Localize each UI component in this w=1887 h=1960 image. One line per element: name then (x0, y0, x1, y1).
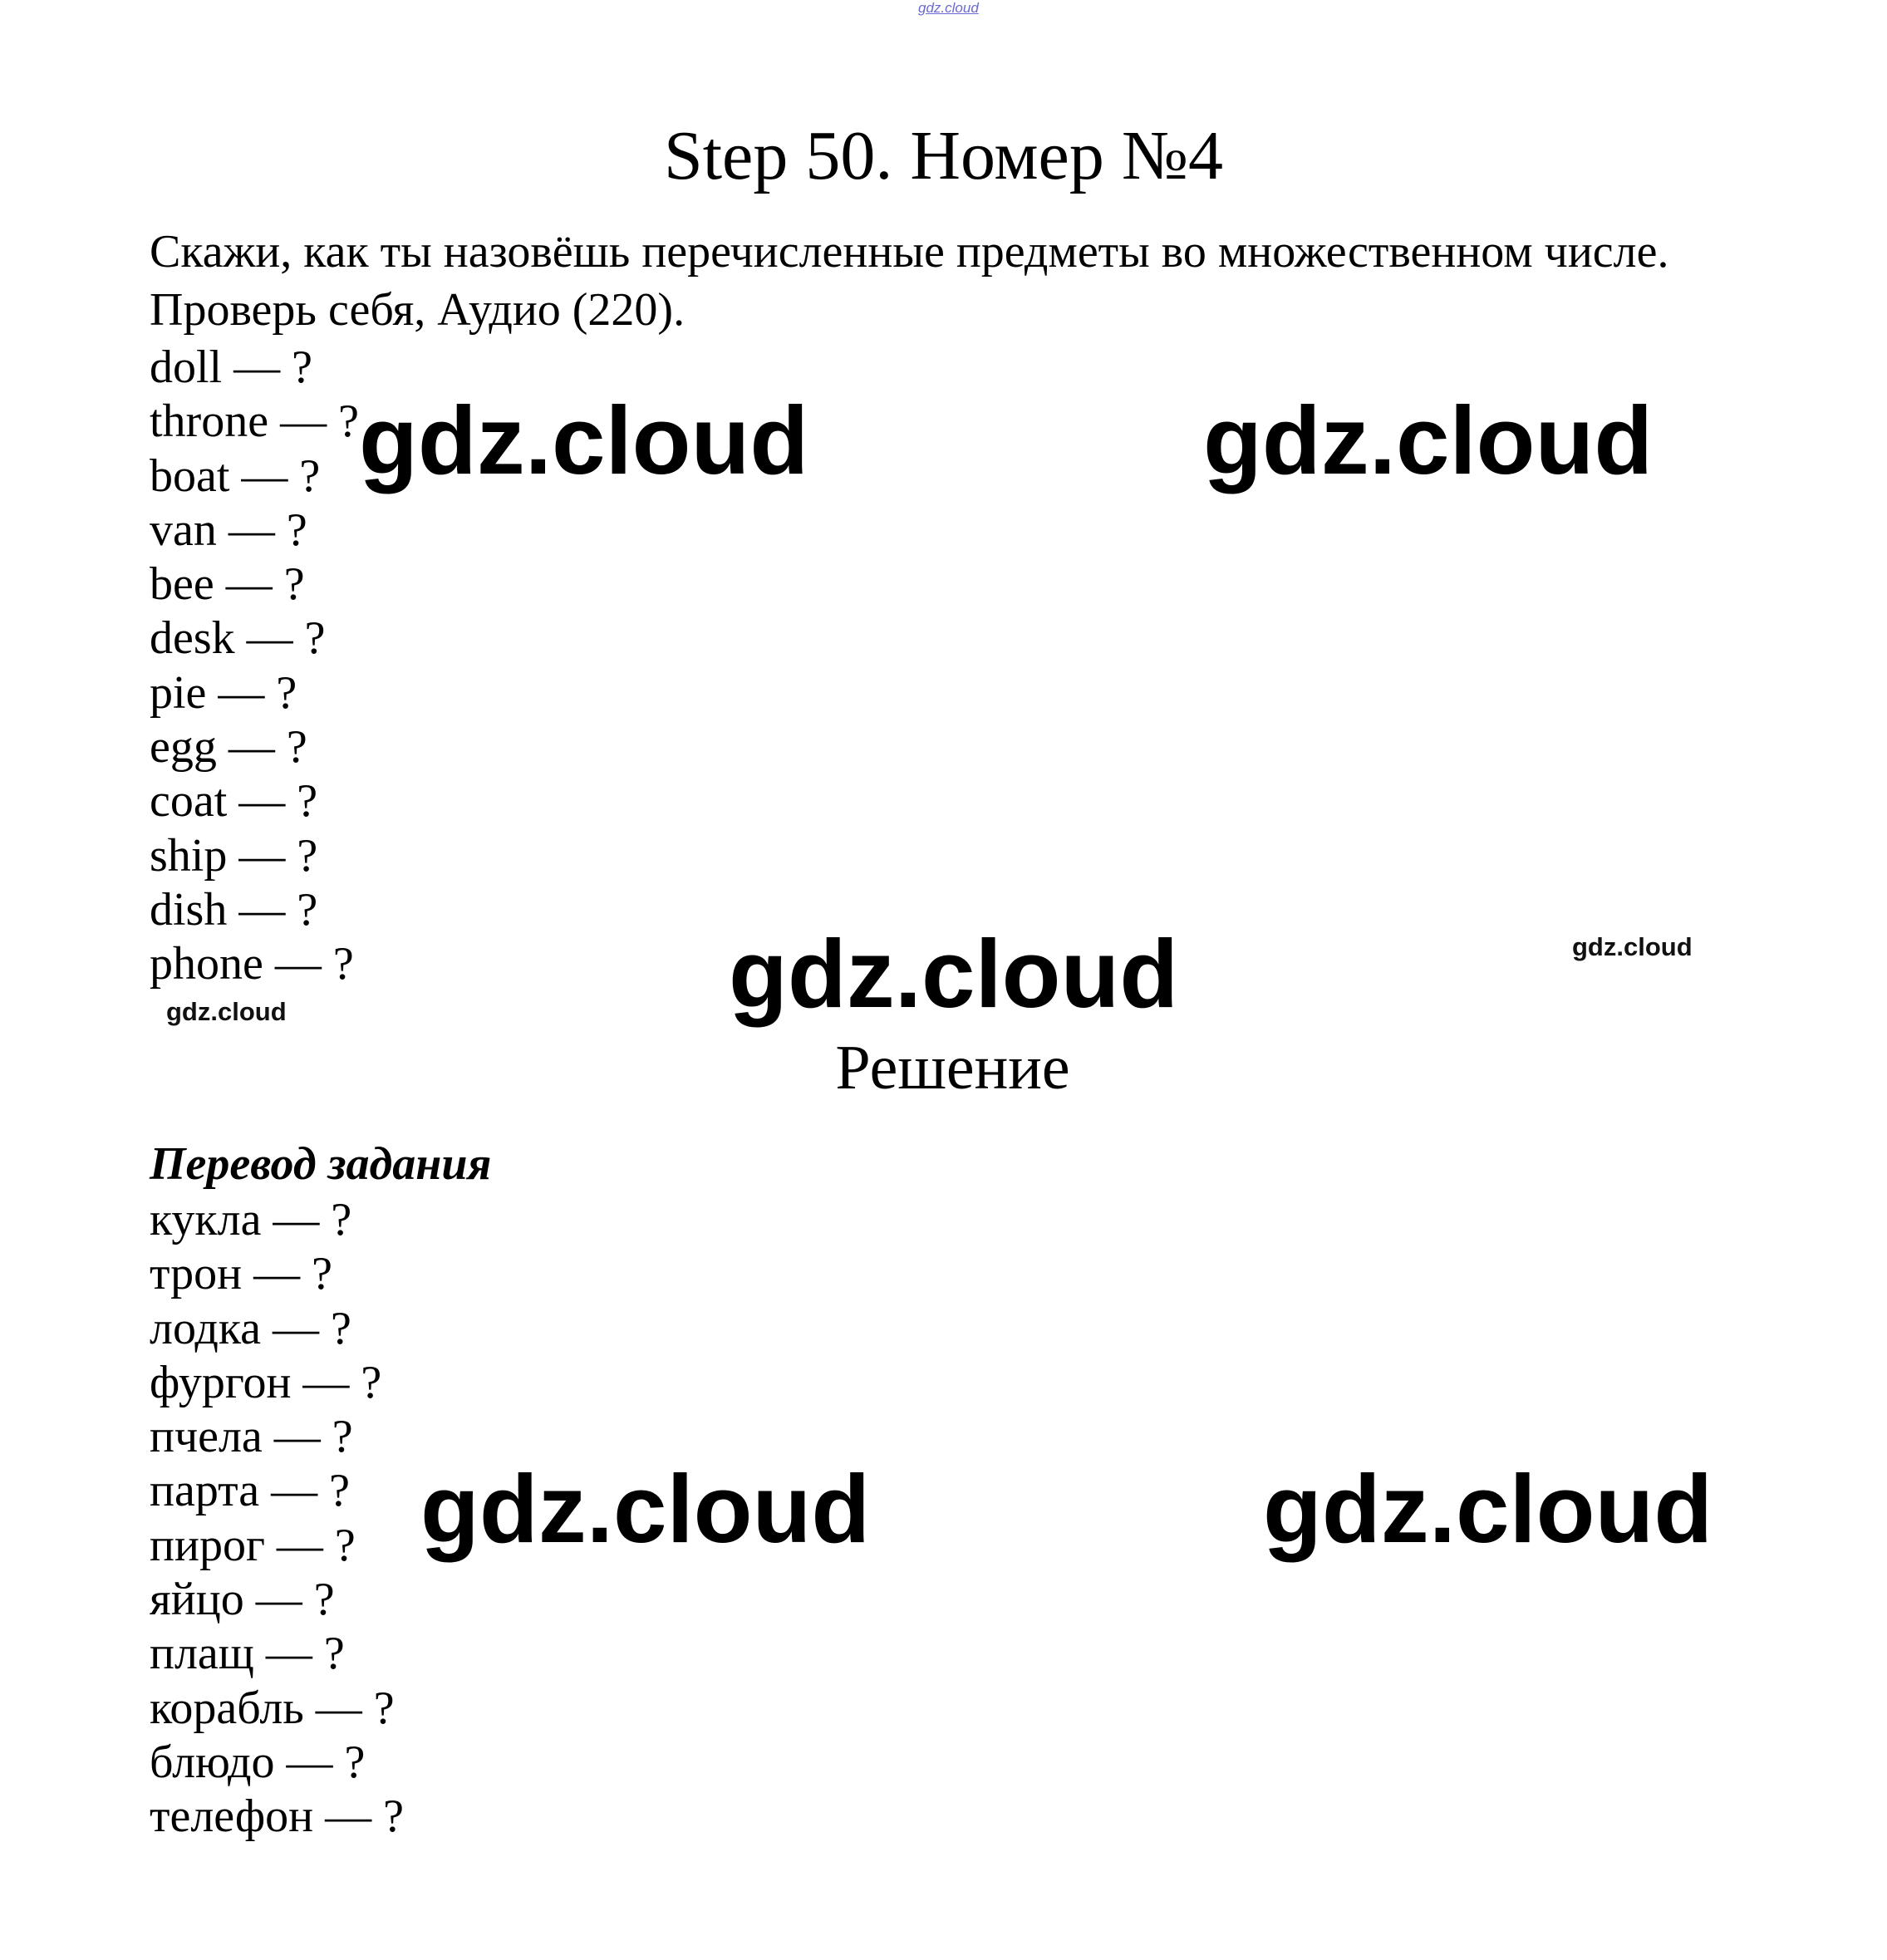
translation-item: лодка — ? (150, 1302, 351, 1354)
word-item: phone — ? (150, 938, 354, 990)
watermark: gdz.cloud (1263, 1455, 1713, 1563)
page-title: Step 50. Номер №4 (664, 117, 1223, 194)
task-instruction-line-1: Скажи, как ты назовёшь перечисленные предметы во множественном числе. (150, 226, 1669, 278)
translation-item: кукла — ? (150, 1194, 352, 1245)
word-item: pie — ? (150, 666, 297, 719)
translation-item: блюдо — ? (150, 1736, 366, 1788)
word-item: dish — ? (150, 883, 318, 936)
translation-item: трон — ? (150, 1248, 332, 1300)
word-item: van — ? (150, 504, 307, 556)
word-item: throne — ? (150, 395, 359, 448)
watermark: gdz.cloud (729, 920, 1179, 1028)
watermark: gdz.cloud (420, 1455, 871, 1563)
word-item: doll — ? (150, 341, 312, 393)
translation-item: пчела — ? (150, 1411, 353, 1463)
translation-item: фургон — ? (150, 1356, 382, 1408)
translation-item: яйцо — ? (150, 1574, 335, 1626)
english-word-list (150, 341, 359, 992)
top-watermark: gdz.cloud (918, 0, 979, 16)
translation-item: пирог — ? (150, 1519, 356, 1571)
watermark: gdz.cloud (359, 386, 809, 494)
solution-title: Решение (835, 1033, 1070, 1103)
translation-list (150, 1193, 404, 1845)
word-item: ship — ? (150, 829, 318, 882)
watermark: gdz.cloud (1203, 386, 1654, 494)
translation-item: телефон — ? (150, 1791, 404, 1843)
word-item: coat — ? (150, 775, 318, 828)
translation-heading: Перевод задания (150, 1138, 492, 1190)
watermark-small: gdz.cloud (166, 997, 287, 1026)
word-item: desk — ? (150, 612, 326, 665)
translation-item: плащ — ? (150, 1628, 345, 1680)
word-item: boat — ? (150, 449, 321, 502)
task-instruction-line-2: Проверь себя, Аудио (220). (150, 284, 686, 336)
translation-item: парта — ? (150, 1465, 350, 1517)
word-item: egg — ? (150, 721, 307, 774)
watermark-small: gdz.cloud (1572, 932, 1693, 961)
translation-item: корабль — ? (150, 1682, 395, 1734)
word-item: bee — ? (150, 558, 305, 611)
